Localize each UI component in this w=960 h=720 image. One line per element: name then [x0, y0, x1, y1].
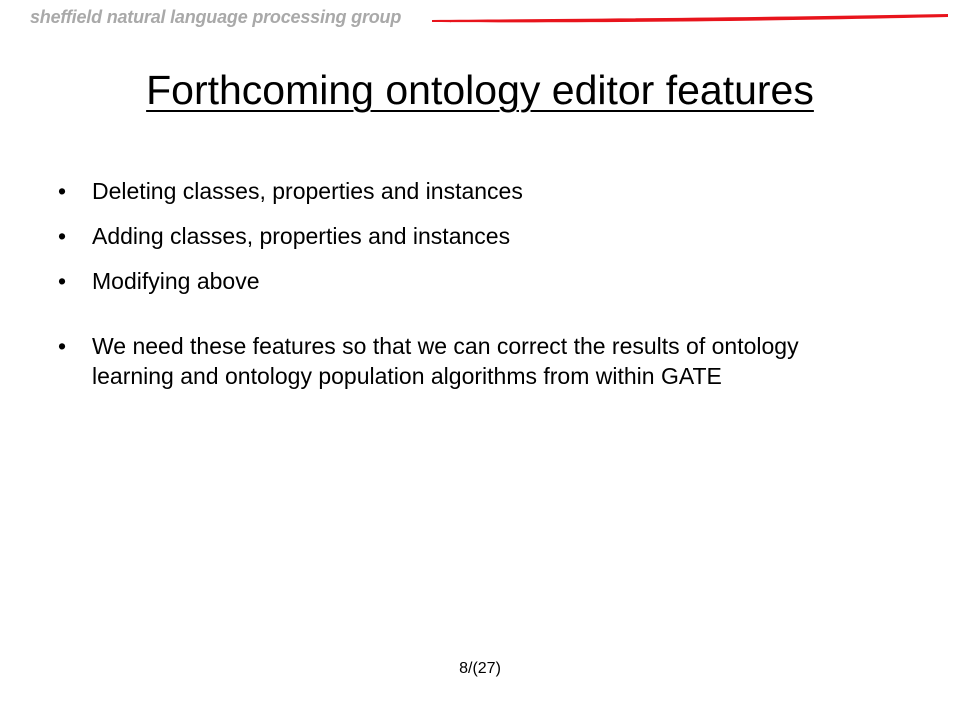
page-number: 8/(27) — [459, 660, 501, 677]
red-swoosh-graphic — [430, 10, 950, 26]
bullet-text: Adding classes, properties and instances — [92, 223, 511, 249]
bullet-item — [58, 266, 878, 296]
bullet-marker: • — [58, 333, 67, 359]
slide-title: Forthcoming ontology editor features — [146, 67, 814, 113]
bullet-text: Modifying above — [92, 268, 260, 294]
bullet-item — [58, 221, 878, 251]
bullet-text: Deleting classes, properties and instances — [92, 178, 523, 204]
bullet-marker: • — [58, 178, 67, 204]
group-logo-text: sheffield natural language processing group — [30, 7, 402, 27]
bullet-list — [58, 176, 878, 406]
header-banner — [0, 0, 960, 40]
bullet-text: We need these features so that we can correct the results of ontology learning and ontology population algorithms from within GATE — [92, 333, 799, 389]
bullet-marker: • — [58, 268, 67, 294]
bullet-item — [58, 331, 878, 391]
bullet-item — [58, 176, 878, 206]
bullet-marker: • — [58, 223, 67, 249]
